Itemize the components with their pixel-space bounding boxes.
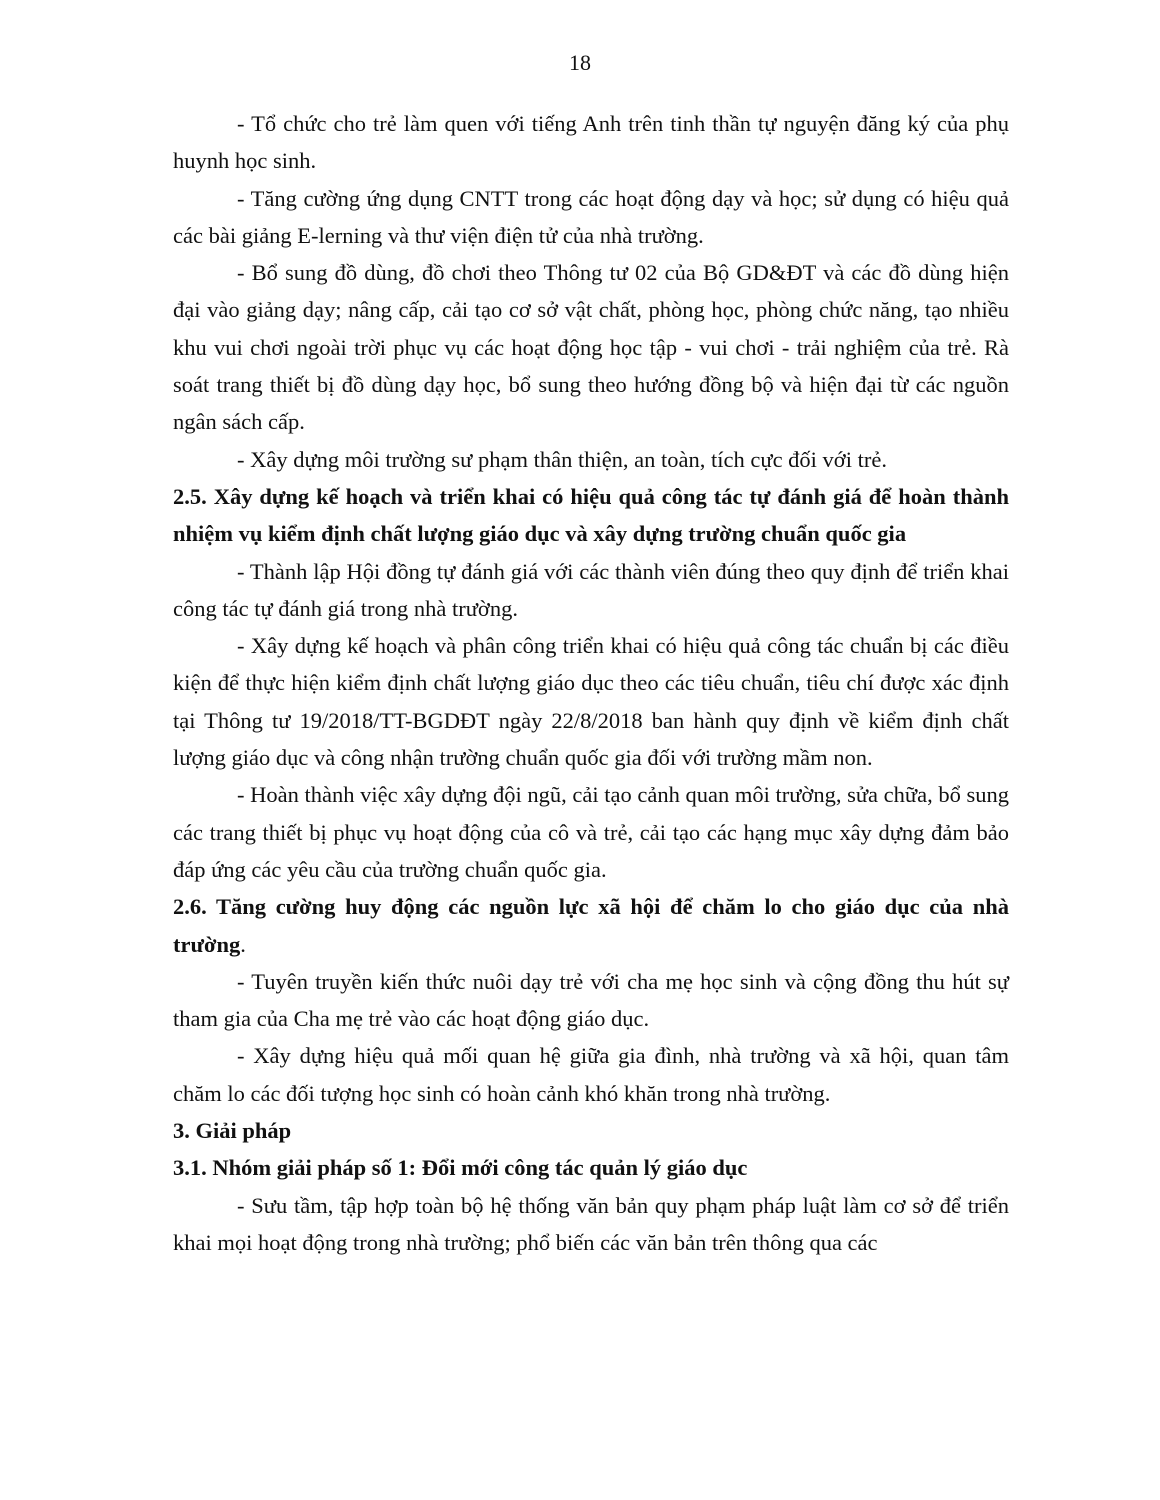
heading-section-2-6-period: .	[240, 931, 246, 957]
paragraph-it-application: - Tăng cường ứng dụng CNTT trong các hoạt động dạy và học; sử dụng có hiệu quả các bài giảng E-lerning và thư viện điện tử của nhà trường.	[173, 185, 1009, 248]
paragraph-legal-documents: - Sưu tầm, tập hợp toàn bộ hệ thống văn bản quy phạm pháp luật làm cơ sở để triển khai mọi hoạt động trong nhà trường; phổ biến các văn bản trên thông qua các	[173, 1192, 1009, 1255]
heading-section-2-6	[173, 888, 1009, 963]
paragraph-parenting-outreach: - Tuyên truyền kiến thức nuôi dạy trẻ với cha mẹ học sinh và cộng đồng thu hút sự tham gia của Cha mẹ trẻ vào các hoạt động giáo dục.	[173, 968, 1009, 1032]
heading-section-3-1: 3.1. Nhóm giải pháp số 1: Đổi mới công tác quản lý giáo dục	[173, 1155, 748, 1181]
paragraph-pedagogical-environment: - Xây dựng môi trường sư phạm thân thiện, an toàn, tích cực đối với trẻ.	[237, 446, 887, 472]
heading-section-2-6-text: 2.6. Tăng cường huy động các nguồn lực xã hội để chăm lo cho giáo dục của nhà trường	[173, 894, 1009, 957]
heading-section-2-5: 2.5. Xây dựng kế hoạch và triển khai có hiệu quả công tác tự đánh giá để hoàn thành nhiệm vụ kiểm định chất lượng giáo dục và xây dựng trường chuẩn quốc gia	[173, 483, 1009, 547]
heading-section-3: 3. Giải pháp	[173, 1118, 292, 1144]
paragraph-equipment-supplement: - Bổ sung đồ dùng, đồ chơi theo Thông tư 02 của Bộ GD&ĐT và các đồ dùng hiện đại vào giảng dạy; nâng cấp, cải tạo cơ sở vật chất, phòng học, phòng chức năng, tạo nhiều khu vui chơi ngoài trời phục vụ các hoạt động học tập - vui chơi - trải nghiệm của trẻ. Rà soát trang thiết bị đồ dùng dạy học, bổ sung theo hướng đồng bộ và hiện đại từ các nguồn ngân sách cấp.	[173, 260, 1009, 435]
paragraph-accreditation-plan: - Xây dựng kế hoạch và phân công triển khai có hiệu quả công tác chuẩn bị các điều kiện để thực hiện kiểm định chất lượng giáo dục theo các tiêu chuẩn, tiêu chí được xác định tại Thông tư 19/2018/TT-BGDĐT ngày 22/8/2018 ban hành quy định về kiểm định chất lượng giáo dục và công nhận trường chuẩn quốc gia đối với trường mầm non.	[173, 633, 1009, 771]
paragraph-english-familiarization: - Tổ chức cho trẻ làm quen với tiếng Anh trên tinh thần tự nguyện đăng ký của phụ huynh học sinh.	[173, 111, 1009, 174]
paragraph-self-assessment-council: - Thành lập Hội đồng tự đánh giá với các thành viên đúng theo quy định để triển khai công tác tự đánh giá trong nhà trường.	[173, 558, 1009, 621]
page-number: 18	[569, 50, 591, 75]
paragraph-national-standard-completion: - Hoàn thành việc xây dựng đội ngũ, cải tạo cảnh quan môi trường, sửa chữa, bổ sung các trang thiết bị phục vụ hoạt động của cô và trẻ, cải tạo các hạng mục xây dựng đảm bảo đáp ứng các yêu cầu của trường chuẩn quốc gia.	[173, 782, 1009, 882]
paragraph-family-school-society: - Xây dựng hiệu quả mối quan hệ giữa gia đình, nhà trường và xã hội, quan tâm chăm lo các đối tượng học sinh có hoàn cảnh khó khăn trong nhà trường.	[173, 1043, 1009, 1106]
document-body	[173, 105, 1009, 1261]
